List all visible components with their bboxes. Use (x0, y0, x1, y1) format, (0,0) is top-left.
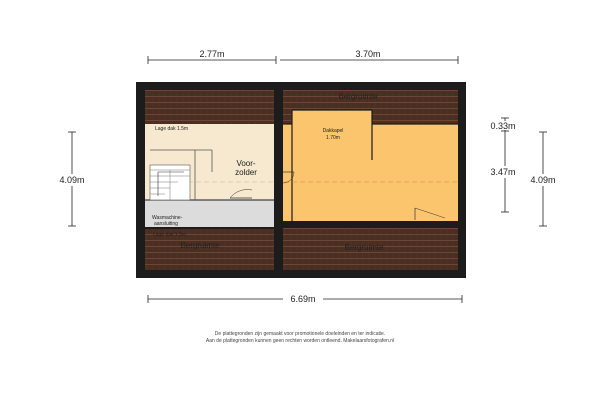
dakkapel-floor (283, 124, 458, 222)
disclaimer (100, 331, 500, 345)
label-bergruimte-bottom-right: Bergruimte (344, 243, 384, 252)
disclaimer-line-2: Aan de plattegronden kunnen geen rechten worden ontleend. Makelaarsfotografen.nl (205, 338, 395, 344)
label-lage-dak-bottom: Lage dak 1.5m (153, 232, 187, 238)
label-dakkapel: Dakkapel (322, 128, 344, 134)
label-lage-dak-top: Lage dak 1.5m (155, 126, 189, 132)
label-voorzolder-1: Voor- (236, 159, 256, 168)
dim-left-label: 4.09m (59, 175, 85, 185)
dakkapel-inner (292, 110, 372, 124)
dim-top-right-label: 3.70m (355, 49, 381, 59)
dim-right-inner (487, 118, 523, 212)
disclaimer-line-1: De plattegronden zijn gemaakt voor promotionele doeleinden en ter indicatie. (214, 331, 386, 337)
label-dakkapel-height: 1.70m (326, 135, 340, 141)
dim-bottom-label: 6.69m (290, 294, 316, 304)
dim-right-small-label: 0.33m (490, 121, 516, 131)
label-wasmachine-1: Wasmachine- (152, 215, 183, 221)
label-bergruimte-top: Bergruimte (338, 92, 378, 101)
label-voorzolder-2: zolder (235, 168, 257, 177)
stairs (150, 165, 190, 200)
roof-slope-top-left (145, 90, 274, 124)
dim-top-left-label: 2.77m (199, 49, 225, 59)
partition-wall (274, 90, 283, 270)
dim-right-inner-label: 3.47m (490, 167, 516, 177)
label-bergruimte-bottom-left: Bergruimte (180, 241, 220, 250)
dim-right-outer-label: 4.09m (530, 175, 556, 185)
label-wasmachine-2: aansluiting (154, 221, 178, 227)
